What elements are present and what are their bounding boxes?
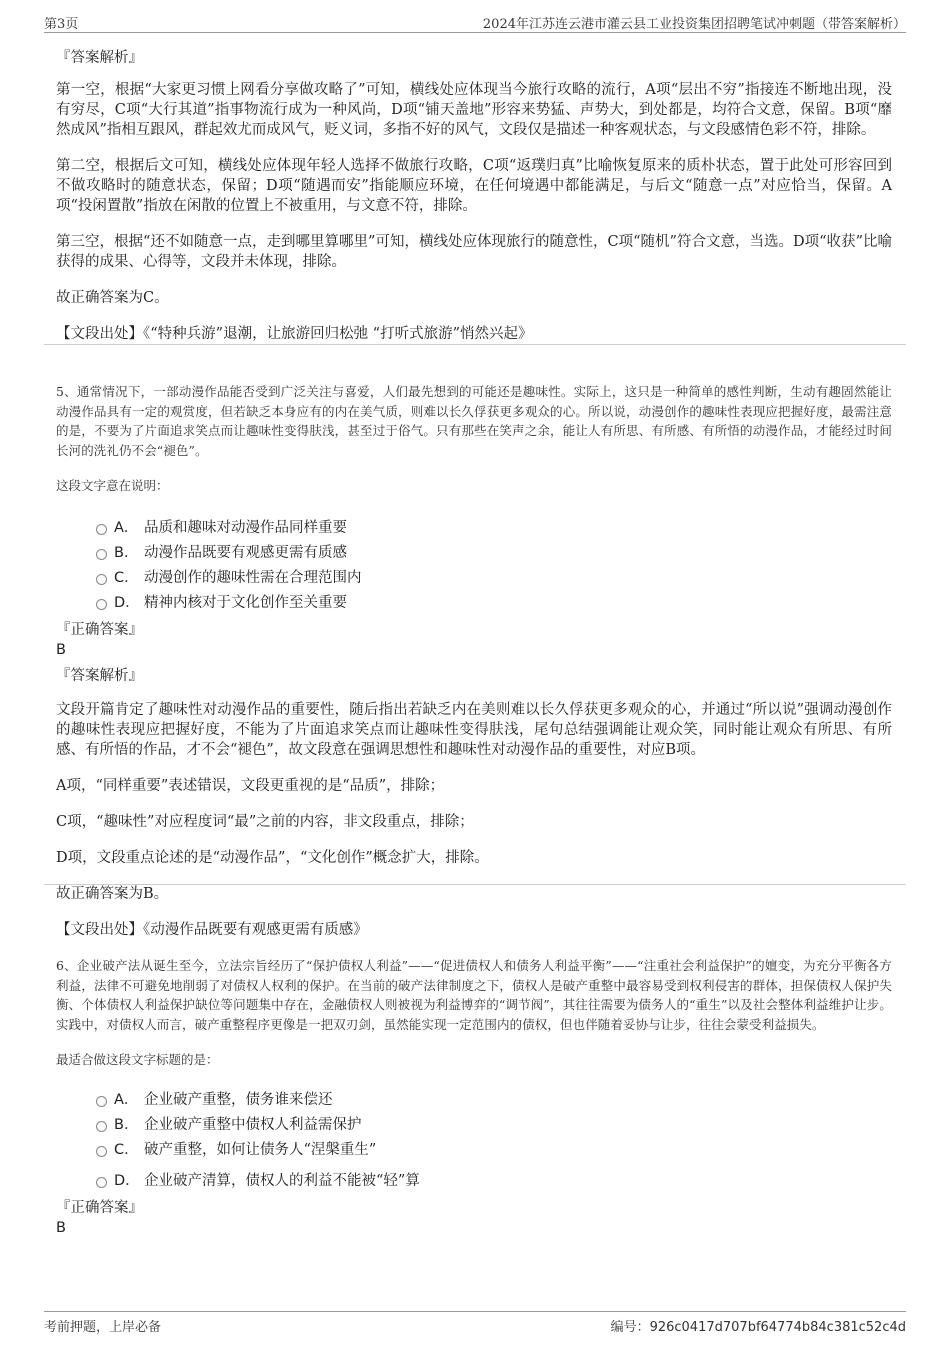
q5-conclusion: 故正确答案为B。 [56,886,169,902]
q5-analysis-title: 『答案解析』 [56,668,143,684]
q4-conclusion: 故正确答案为C。 [56,290,169,306]
q4-analysis-para-2: 第二空，根据后文可知，横线处应体现年轻人选择不做旅行攻略，C项“返璞归真”比喻恢复原来的质朴状态，置于此处可形容回到不做攻略时的随意状态，保留；D项“随遇而安”指能顺应环境，在任何境遇中都能满足，与后文“随意一点”对应恰当，保留。A项“投闲置散”指放在闲散的位置上不被重用，与文意不符，排除。 [56,158,892,214]
code-label: 编号： [610,1320,650,1335]
radio-icon[interactable] [96,599,107,610]
q5-analysis-a: A项，“同样重要”表述错误，文段更重视的是“品质”，排除； [56,778,445,794]
q5-option-d[interactable]: D． 精神内核对于文化创作至关重要 [56,591,892,616]
document-code [611,1316,906,1335]
q5-option-b[interactable]: B． 动漫作品既要有观感更需有质感 [56,541,892,566]
page-number: 第3页 [44,17,79,32]
q6-question: 6、企业破产法从诞生至今，立法宗旨经历了“保护债权人利益”——“促进债权人和债务人利益平衡”——“注重社会利益保护”的嬗变，为充分平衡各方利益，法律不可避免地削弱了对债权人权利的保护。在当前的破产法律制度之下，债权人是破产重整中最容易受到权利侵害的群体，担保债权人保护失衡、个体债权人利益保护缺位等问题集中存在，金融债权人则被视为利益博弈的“调节阀”，其往往需要为债务人的“重生”以及社会整体利益维护让步。实践中，对债权人而言，破产重整程序更像是一把双刃剑，虽然能实现一定范围内的债权，但也伴随着妥协与让步，往往会蒙受利益损失。 [56,958,892,1032]
page-footer [44,1311,906,1334]
document-title: 2024年江苏连云港市灌云县工业投资集团招聘笔试冲刺题（带答案解析） [482,17,906,32]
q4-analysis-para-1: 第一空，根据“大家更习惯上网看分享做攻略了”可知，横线处应体现当今旅行攻略的流行，A项“层出不穷”指接连不断地出现，没有穷尽，C项“大行其道”指事物流行成为一种风尚，D项“铺天盖地”形容来势猛、声势大，到处都是，均符合文意，保留。B项“靡然成风”指相互跟风，群起效尤而成风气，贬义词，多指不好的风气，文段仅是描述一种客观状态，与文段感情色彩不符，排除。 [56,82,892,138]
radio-icon[interactable] [96,1121,107,1132]
q6-options [56,1088,892,1194]
q6-answer: B [56,1220,66,1236]
q5-analysis-d: D项，文段重点论述的是“动漫作品”，“文化创作”概念扩大，排除。 [56,850,489,866]
section-divider [44,884,906,885]
q6-answer-title: 『正确答案』 [56,1200,143,1216]
q6-option-d[interactable]: D． 企业破产清算，债权人的利益不能被“轻”算 [56,1169,892,1194]
radio-icon[interactable] [96,1096,107,1107]
q6-prompt: 最适合做这段文字标题的是： [56,1052,219,1067]
q4-analysis-para-3: 第三空，根据“还不如随意一点，走到哪里算哪里”可知，横线处应体现旅行的随意性，C项“随机”符合文意，当选。D项“收获”比喻获得的成果、心得等，文段并未体现，排除。 [56,234,892,270]
radio-icon[interactable] [96,1177,107,1188]
q6-option-a[interactable]: A． 企业破产重整，债务谁来偿还 [56,1088,892,1113]
radio-icon[interactable] [96,1146,107,1157]
q6-option-b[interactable]: B． 企业破产重整中债权人利益需保护 [56,1113,892,1138]
q5-prompt: 这段文字意在说明： [56,478,169,493]
footer-slogan: 考前押题，上岸必备 [44,1320,162,1335]
page-content [56,48,892,1244]
q5-analysis-para-1: 文段开篇肯定了趣味性对动漫作品的重要性，随后指出若缺乏内在美则难以长久俘获更多观众的心，并通过“所以说”强调动漫创作的趣味性表现应把握好度，不能为了片面追求笑点而让趣味性变得肤浅，尾句总结强调能让观众笑，同时能让观众有所思、有所感、有所悟的作品，才不会“褪色”，故文段意在强调思想性和趣味性对动漫作品的重要性，对应B项。 [56,702,892,758]
radio-icon[interactable] [96,549,107,560]
code-value: 926c0417d707bf64774b84c381c52c4d [649,1320,906,1335]
page-header [44,10,906,33]
q5-answer-title: 『正确答案』 [56,622,143,638]
radio-icon[interactable] [96,574,107,585]
q5-options [56,516,892,616]
q5-question: 5、通常情况下，一部动漫作品能否受到广泛关注与喜爱，人们最先想到的可能还是趣味性。实际上，这只是一种简单的感性判断，生动有趣固然能让动漫作品具有一定的观赏度，但若缺乏本身应有的内在美气质，则难以长久俘获更多观众的心。所以说，动漫创作的趣味性表现应把握好度，最需注意的是，不要为了片面追求笑点而让趣味性变得肤浅，甚至过于俗气。只有那些在笑声之余，能让人有所思、有所感、有所悟的动漫作品，才能经过时间长河的洗礼仍不会“褪色”。 [56,384,892,458]
q6-option-c[interactable]: C． 破产重整，如何让债务人“涅槃重生” [56,1138,892,1163]
q5-answer: B [56,642,66,658]
q5-source: 【文段出处】《动漫作品既要有观感更需有质感》 [56,922,368,938]
q5-analysis-c: C项，“趣味性”对应程度词“最”之前的内容，非文段重点，排除； [56,814,474,830]
section-divider [44,344,906,345]
q5-option-c[interactable]: C． 动漫创作的趣味性需在合理范围内 [56,566,892,591]
q4-analysis-title: 『答案解析』 [56,50,143,66]
q4-source: 【文段出处】《“特种兵游”退潮，让旅游回归松弛 “打听式旅游”悄然兴起》 [56,326,533,342]
q5-option-a[interactable]: A． 品质和趣味对动漫作品同样重要 [56,516,892,541]
radio-icon[interactable] [96,524,107,535]
